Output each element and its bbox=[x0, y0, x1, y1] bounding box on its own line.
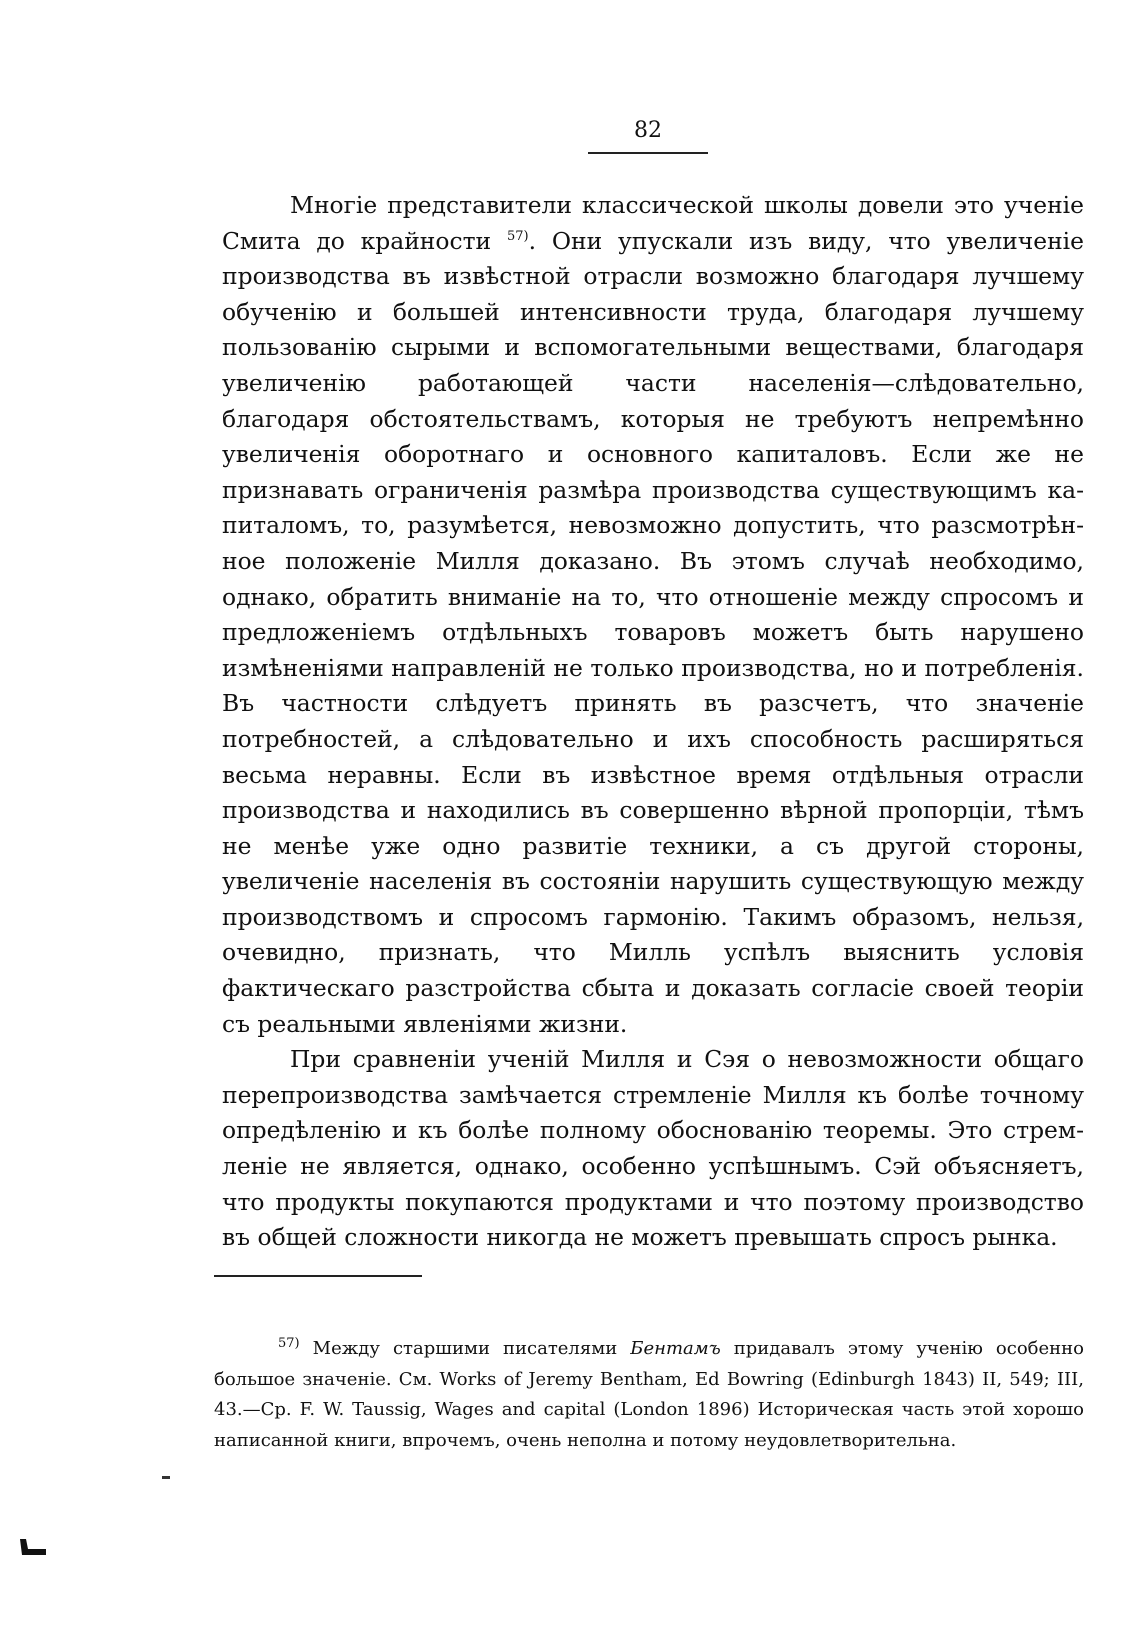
corner-scan-mark-icon bbox=[18, 1537, 48, 1557]
paragraph-1-text-end: . Они упускали изъ виду, что увеличеніе производства въ извѣстной отрасли возможно благодаря лучшему обученію и большей интенсивности труда, благодаря лучшему пользованію сырыми и вспомогательными веществами, благодаря увеличенію работающей части населенія—слѣдовательно, благодаря обстоятельствамъ, которыя не требуютъ непремѣнно увеличенія оборотнаго и основного капиталовъ. Если же не признавать ограниченія размѣра производства существующимъ капиталомъ, то, разумѣется, невозможно допустить, что разсмотрѣнное положеніе Милля доказано. Въ этомъ случаѣ необходимо, однако, обратить вниманіе на то, что отношеніе между спросомъ и предложеніемъ отдѣльныхъ товаровъ можетъ быть нарушено измѣненіями направленій не только производства, но и потребленія. Въ частности слѣдуетъ принять въ разсчетъ, что значеніе потребностей, а слѣдовательно и ихъ способность расширяться весьма неравны. Если въ извѣстное время отдѣльныя отрасли производства и находились въ совершенно вѣрной пропорціи, тѣмъ не менѣе уже одно развитіе техники, а съ другой стороны, увеличеніе населенія въ состояніи нарушить существующую между производствомъ и спросомъ гармонію. Такимъ образомъ, нельзя, очевидно, признать, что Милль успѣлъ выяснить условія фактическаго разстройства сбыта и доказать согласіе своей теоріи съ реальными явленіями жизни. bbox=[222, 226, 1084, 1038]
footnote-separator bbox=[214, 1275, 422, 1277]
paragraph-1 bbox=[222, 188, 1084, 1042]
footnote-rest: придавалъ этому ученію особенно большое значеніе. См. Works of Jeremy Bentham, Ed Bowring (Edinburgh 1843) II, 549; III, 43.—Ср. F. W. Taussig, Wages and capital (London 1896) Историческая часть этой хорошо написанной книги, впрочемъ, очень неполна и потому неудовлетворительна. bbox=[214, 1338, 1084, 1451]
main-text bbox=[222, 188, 1084, 1256]
footnote-57 bbox=[214, 1334, 1084, 1456]
footnote-lead: Между старшими писателями bbox=[299, 1338, 631, 1359]
paragraph-2: При сравненіи ученій Милля и Сэя о невозможности общаго перепроизводства замѣчается стремленіе Милля къ болѣе точному опредѣленію и къ болѣе полному обоснованію теоремы. Это стремленіе не является, однако, особенно успѣшнымъ. Сэй объясняетъ, что продукты покупаются продуктами и что поэтому производство въ общей сложности никогда не можетъ превышать спросъ рынка. bbox=[222, 1045, 1084, 1252]
footnote-marker: 57) bbox=[278, 1336, 300, 1351]
stray-ink-mark bbox=[162, 1476, 170, 1479]
paragraph-1-text-start: Многіе представители классической школы довели это ученіе Смита до крайности bbox=[222, 191, 1084, 255]
page-number: 82 bbox=[634, 118, 662, 143]
page-number-rule bbox=[588, 152, 708, 154]
footnote-reference: 57) bbox=[506, 228, 529, 244]
footnote-italic-name: Бентамъ bbox=[630, 1338, 721, 1359]
